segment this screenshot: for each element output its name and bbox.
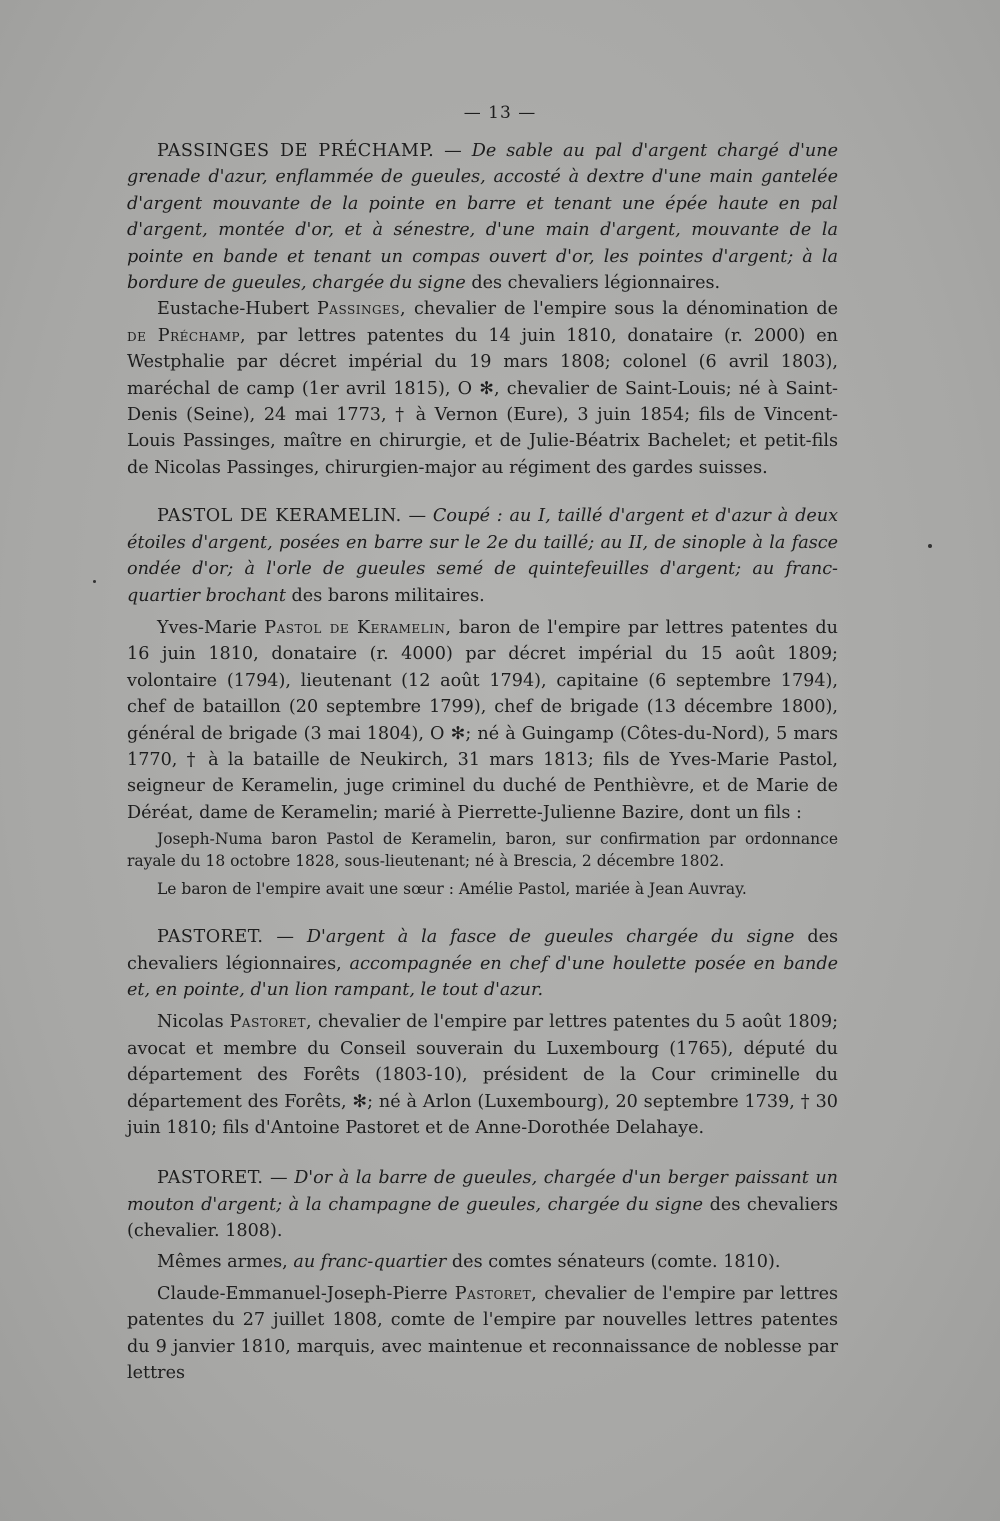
bio-text-2: par lettres patentes du 14 juin 1810, donataire (r. 2000) en Westphalie par décret impérial du 19 mars 1808; colonel (6 avril 1803), maréchal de camp (1er avril 1815), O ✻, chevalier de Saint-Louis; né à Saint-Denis (Seine), 24 mai 1773, † à Vernon (Eure), 3 juin 1854; fils de Vincent-Louis Passinges, maître en chirurgie, et de Julie-Béatrix Bachelet; et petit-fils de Nicolas Passinges, chirurgien-major au régiment des gardes suisses.: [127, 325, 839, 478]
same-arms-italic: au franc-quartier: [293, 1251, 447, 1272]
entry-pastol: [127, 503, 838, 900]
blazon-text: D'argent à la fasce de gueules chargée du signe: [306, 927, 795, 948]
paper-speck: [928, 544, 932, 548]
bio-text: baron de l'empire par lettres patentes du 16 juin 1810, donataire (r. 4000) par décret impérial du 15 août 1809; volontaire (1794), lieutenant (12 août 1794), capitaine (6 septembre 1794), chef de bataillon (20 septembre 1799), chef de brigade (13 décembre 1800), général de brigade (3 mai 1804), O ✻; né à Guingamp (Côtes-du-Nord), 5 mars 1770, † à la bataille de Neukirch, 31 mars 1813; fils de Yves-Marie Pastol, seigneur de Keramelin, juge criminel du duché de Penthièvre, et de Marie de Déréat, dame de Keramelin; marié à Pierrette-Julienne Bazire, dont un fils :: [127, 617, 839, 823]
bio-text: chevalier de l'empire par lettres patentes du 27 juillet 1808, comte de l'empire par nouvelles lettres patentes du 9 janvier 1810, marquis, avec maintenue et reconnaissance de noblesse par lettres: [127, 1284, 839, 1384]
bio-surname: Pastoret,: [229, 1012, 313, 1033]
bio-first-names: Eustache-Hubert: [157, 299, 310, 320]
biography: [127, 1009, 838, 1141]
entry-pastoret-nicolas: [127, 924, 838, 1141]
entry-heading: [127, 138, 838, 296]
blazon-text: De sable au pal d'argent chargé d'une grenade d'azur, enflammée de gueules, accosté à dextre d'une main gantelée d'argent mouvante de la pointe en barre et tenant une épée haute en pal d'argent, montée d'or, et à sénestre, d'une main d'argent, mouvante de la pointe en bande et tenant un compas ouvert d'or, les pointes d'argent; à la bordure de gueules, chargée du signe: [127, 141, 839, 294]
blazon-mid: des chevaliers légionnaires,: [127, 927, 839, 974]
blazon-tail: des chevaliers légionnaires.: [471, 273, 721, 294]
bio-text-1: chevalier de l'empire sous la dénomination de: [413, 299, 839, 320]
blazon-text: Coupé : au I, taillé d'argent et d'azur à deux étoiles d'argent, posées en barre sur le 2e du taillé; au II, de sinople à la fasce ondée d'or; à l'orle de gueules semé de quintefeuilles d'argent; au franc-quartier brochant: [127, 506, 839, 606]
entry-passinges: [127, 138, 838, 481]
dash: —: [408, 506, 433, 527]
footnote-sister: Le baron de l'empire avait une sœur : Amélie Pastol, mariée à Jean Auvray.: [157, 880, 747, 899]
biography: [127, 615, 838, 826]
same-arms-text: Mêmes armes,: [157, 1251, 288, 1272]
entry-heading: [127, 503, 838, 609]
blazon-end: accompagnée en chef d'une houlette posée en bande et, en pointe, d'un lion rampant, le tout d'azur.: [127, 953, 839, 1000]
dash: —: [276, 927, 307, 948]
bio-first-names: Claude-Emmanuel-Joseph-Pierre: [157, 1284, 448, 1305]
blazon-text: D'or à la barre de gueules, chargée d'un berger paissant un mouton d'argent; à la champagne de gueules, chargée du signe: [127, 1168, 839, 1215]
bio-first-names: Nicolas: [157, 1012, 224, 1033]
paper-speck: [93, 580, 96, 583]
entry-name: PASSINGES DE PRÉCHAMP.: [157, 141, 435, 161]
bio-surname: Passinges,: [316, 299, 407, 320]
entry-pastoret-claude: [127, 1165, 838, 1386]
dash: —: [270, 1168, 295, 1189]
bio-surname: Pastol de Keramelin,: [264, 617, 452, 638]
same-arms-line: [127, 1249, 838, 1275]
entry-name: PASTOL DE KERAMELIN.: [157, 506, 402, 527]
bio-title-name: de Préchamp,: [127, 325, 247, 346]
page-number: — 13 —: [463, 103, 537, 123]
blazon-tail: des barons militaires.: [291, 585, 485, 606]
entry-heading: [127, 1165, 838, 1244]
bio-surname: Pastoret,: [454, 1284, 538, 1305]
same-arms-tail: des comtes sénateurs (comte. 1810).: [451, 1251, 781, 1272]
blazon-tail: des chevaliers (chevalier. 1808).: [127, 1194, 838, 1242]
bio-first-names: Yves-Marie: [157, 617, 257, 638]
bio-text: chevalier de l'empire par lettres patentes du 5 août 1809; avocat et membre du Conseil souverain du Luxembourg (1765), député du département des Forêts (1803-10), président de la Cour criminelle du département des Forêts, ✻; né à Arlon (Luxembourg), 20 septembre 1739, † 30 juin 1810; fils d'Antoine Pastoret et de Anne-Dorothée Delahaye.: [127, 1012, 838, 1138]
entry-heading: [127, 924, 838, 1003]
footnote-son: Joseph-Numa baron Pastol de Keramelin, baron, sur confirmation par ordonnance rayale du 18 octobre 1828, sous-lieutenant; né à Brescia, 2 décembre 1802.: [127, 830, 838, 871]
biography: [127, 1281, 838, 1387]
entry-name: PASTORET.: [157, 1168, 264, 1189]
biography: [127, 296, 838, 481]
dash: —: [444, 141, 472, 161]
entry-name: PASTORET.: [157, 927, 264, 948]
